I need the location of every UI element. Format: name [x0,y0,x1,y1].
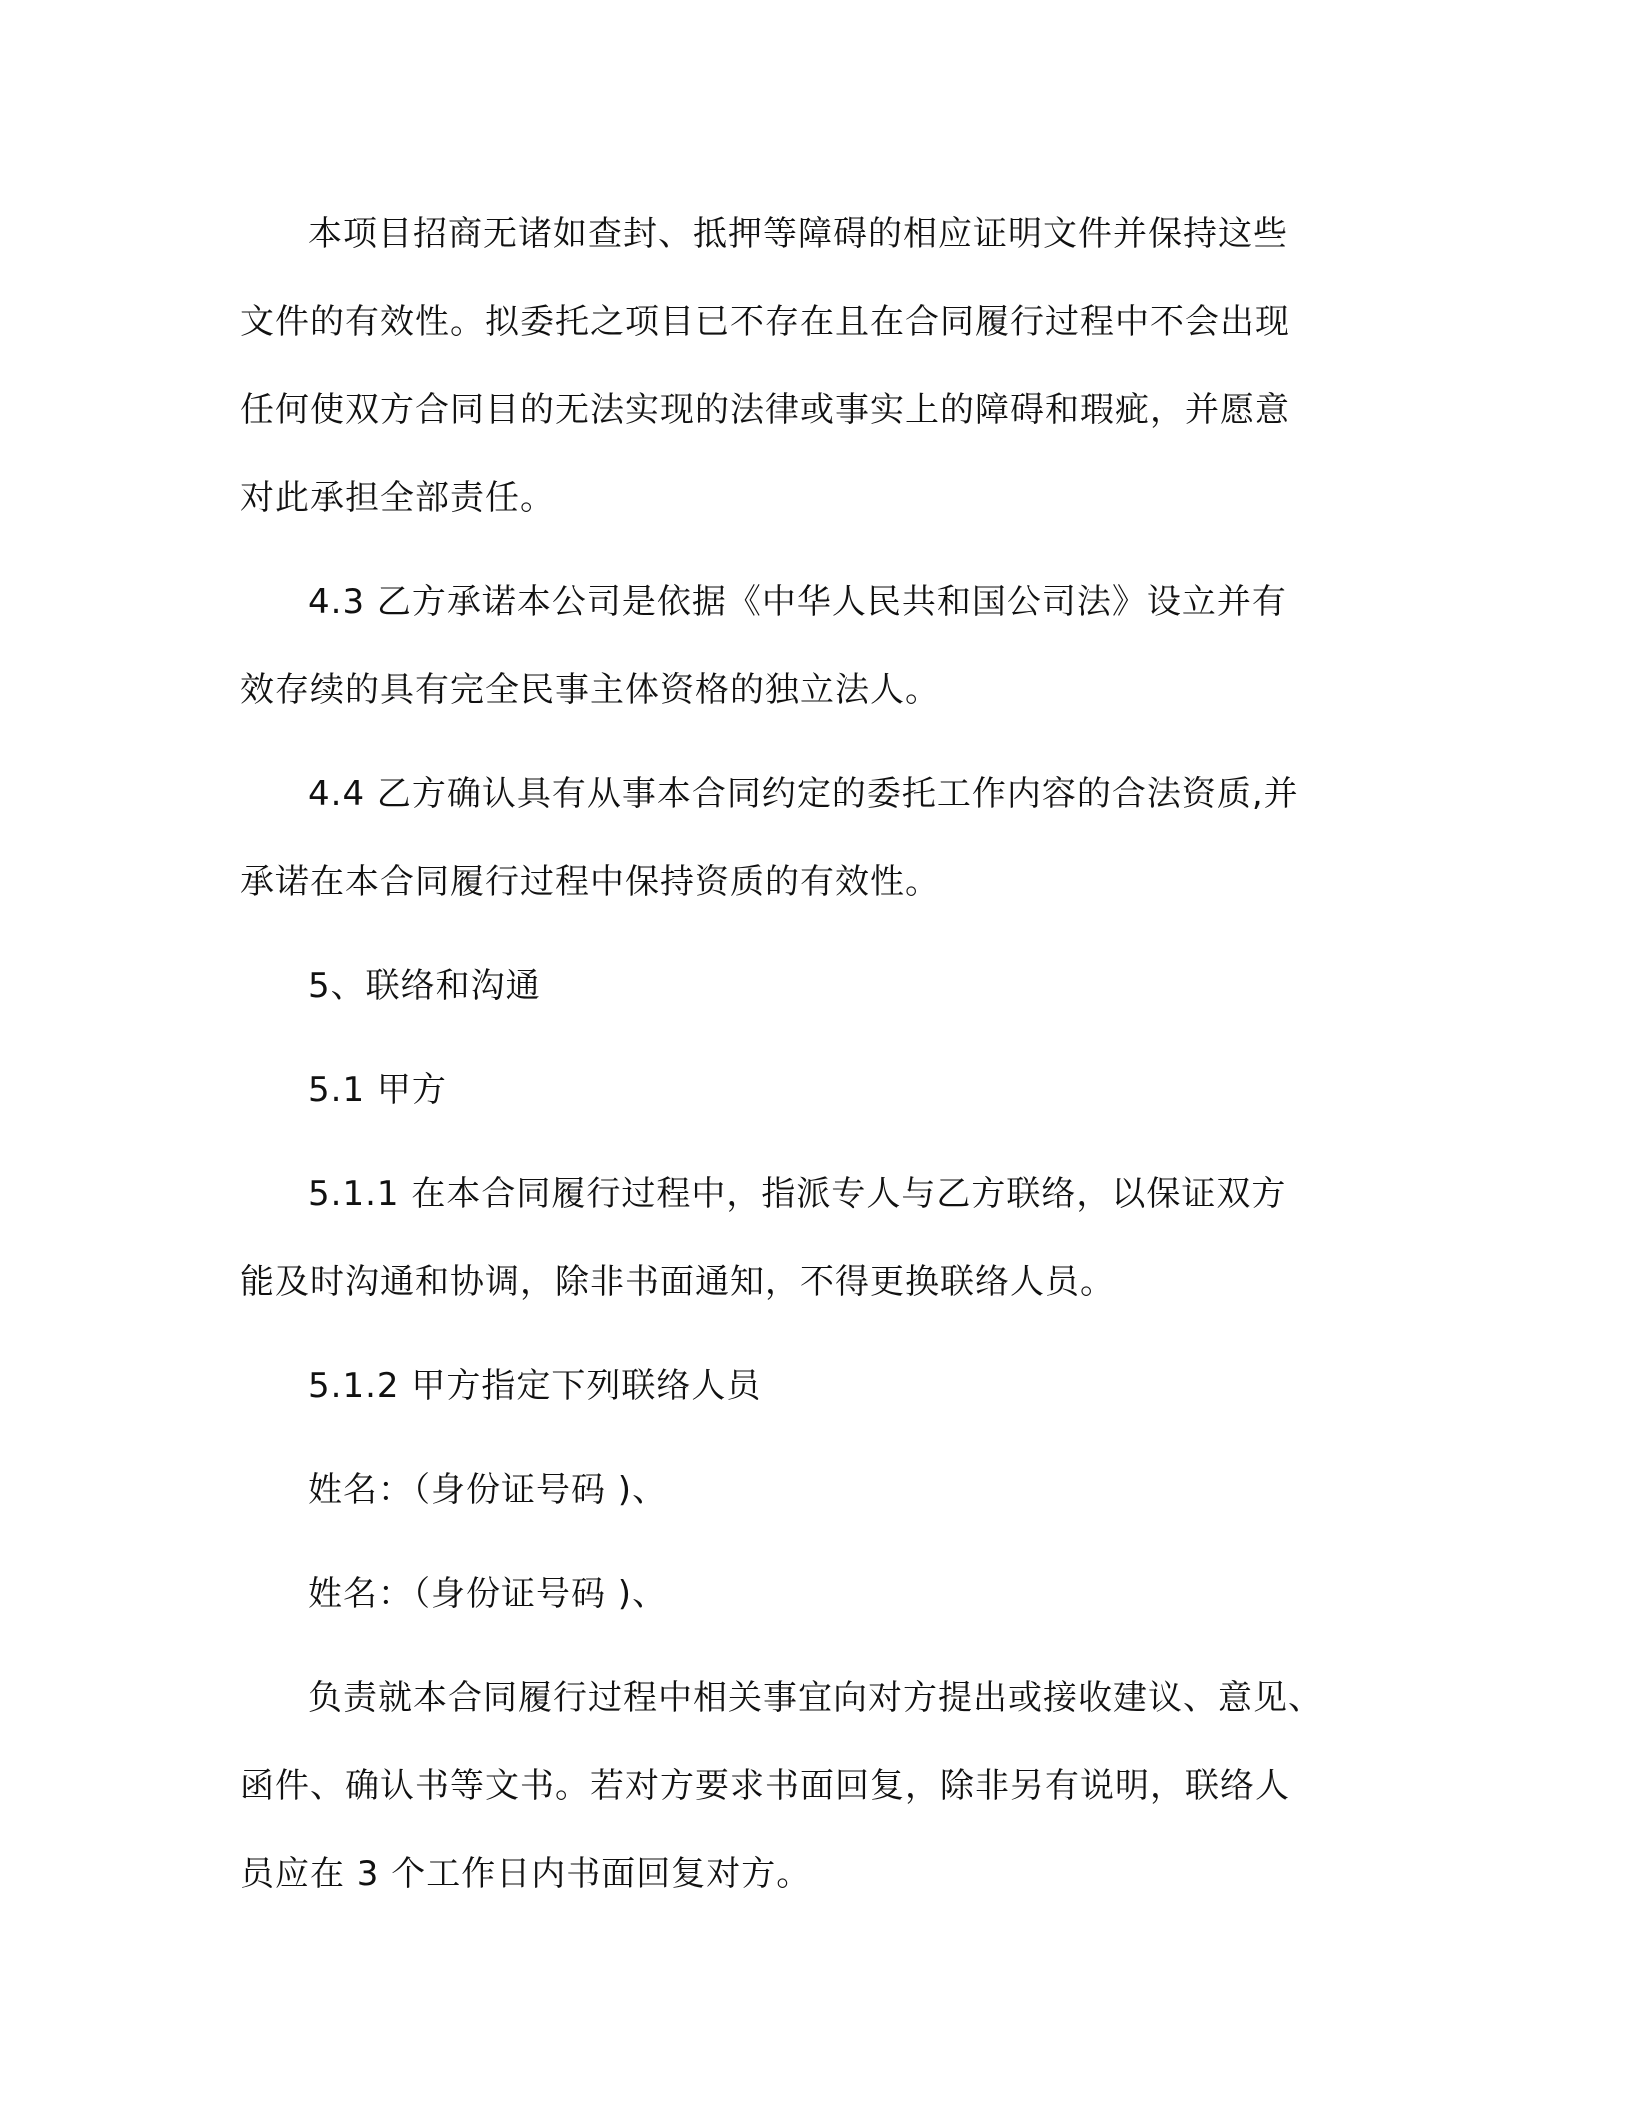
section-5-heading [240,942,1410,1030]
paragraph-line: 员应在 3 个工作日内书面回复对方。 [240,1854,812,1894]
paragraph-line: 函件、确认书等文书。若对方要求书面回复，除非另有说明，联络人 [240,1766,1290,1806]
paragraph-line: 效存续的具有完全民事主体资格的独立法人。 [240,670,940,710]
clause-5-1-1 [240,1150,1410,1326]
clause-4-3 [240,558,1410,734]
clause-5-1-2 [240,1342,1410,1430]
paragraph-line: 4.3 乙方承诺本公司是依据《中华人民共和国公司法》设立并有 [308,582,1287,622]
paragraph-line: 承诺在本合同履行过程中保持资质的有效性。 [240,862,940,902]
paragraph-line: 4.4 乙方确认具有从事本合同约定的委托工作内容的合法资质,并 [308,774,1299,814]
paragraph-line: 5、联络和沟通 [308,966,541,1006]
paragraph-line: 5.1 甲方 [308,1070,447,1110]
paragraph-line: 5.1.2 甲方指定下列联络人员 [308,1366,762,1406]
paragraph-line: 5.1.1 在本合同履行过程中，指派专人与乙方联络，以保证双方 [308,1174,1287,1214]
clause-4-4 [240,750,1410,926]
contact-person-entry-1 [240,1446,1410,1534]
paragraph-line: 文件的有效性。拟委托之项目已不存在且在合同履行过程中不会出现 [240,302,1290,342]
paragraph-line: 负责就本合同履行过程中相关事宜向对方提出或接收建议、意见、 [308,1678,1323,1718]
paragraph-line: 任何使双方合同目的无法实现的法律或事实上的障碍和瑕疵，并愿意 [240,390,1290,430]
paragraph-line: 姓名：（身份证号码 )、 [308,1470,668,1510]
paragraph-obstacle-free-statement [240,190,1410,542]
document-page [240,190,1410,1918]
contact-person-entry-2 [240,1550,1410,1638]
paragraph-line: 能及时沟通和协调，除非书面通知，不得更换联络人员。 [240,1262,1115,1302]
contact-responsibility-paragraph [240,1654,1410,1918]
paragraph-line: 本项目招商无诸如查封、抵押等障碍的相应证明文件并保持这些 [308,214,1288,254]
paragraph-line: 对此承担全部责任。 [240,478,555,518]
paragraph-line: 姓名：（身份证号码 )、 [308,1574,668,1614]
clause-5-1-heading [240,1046,1410,1134]
